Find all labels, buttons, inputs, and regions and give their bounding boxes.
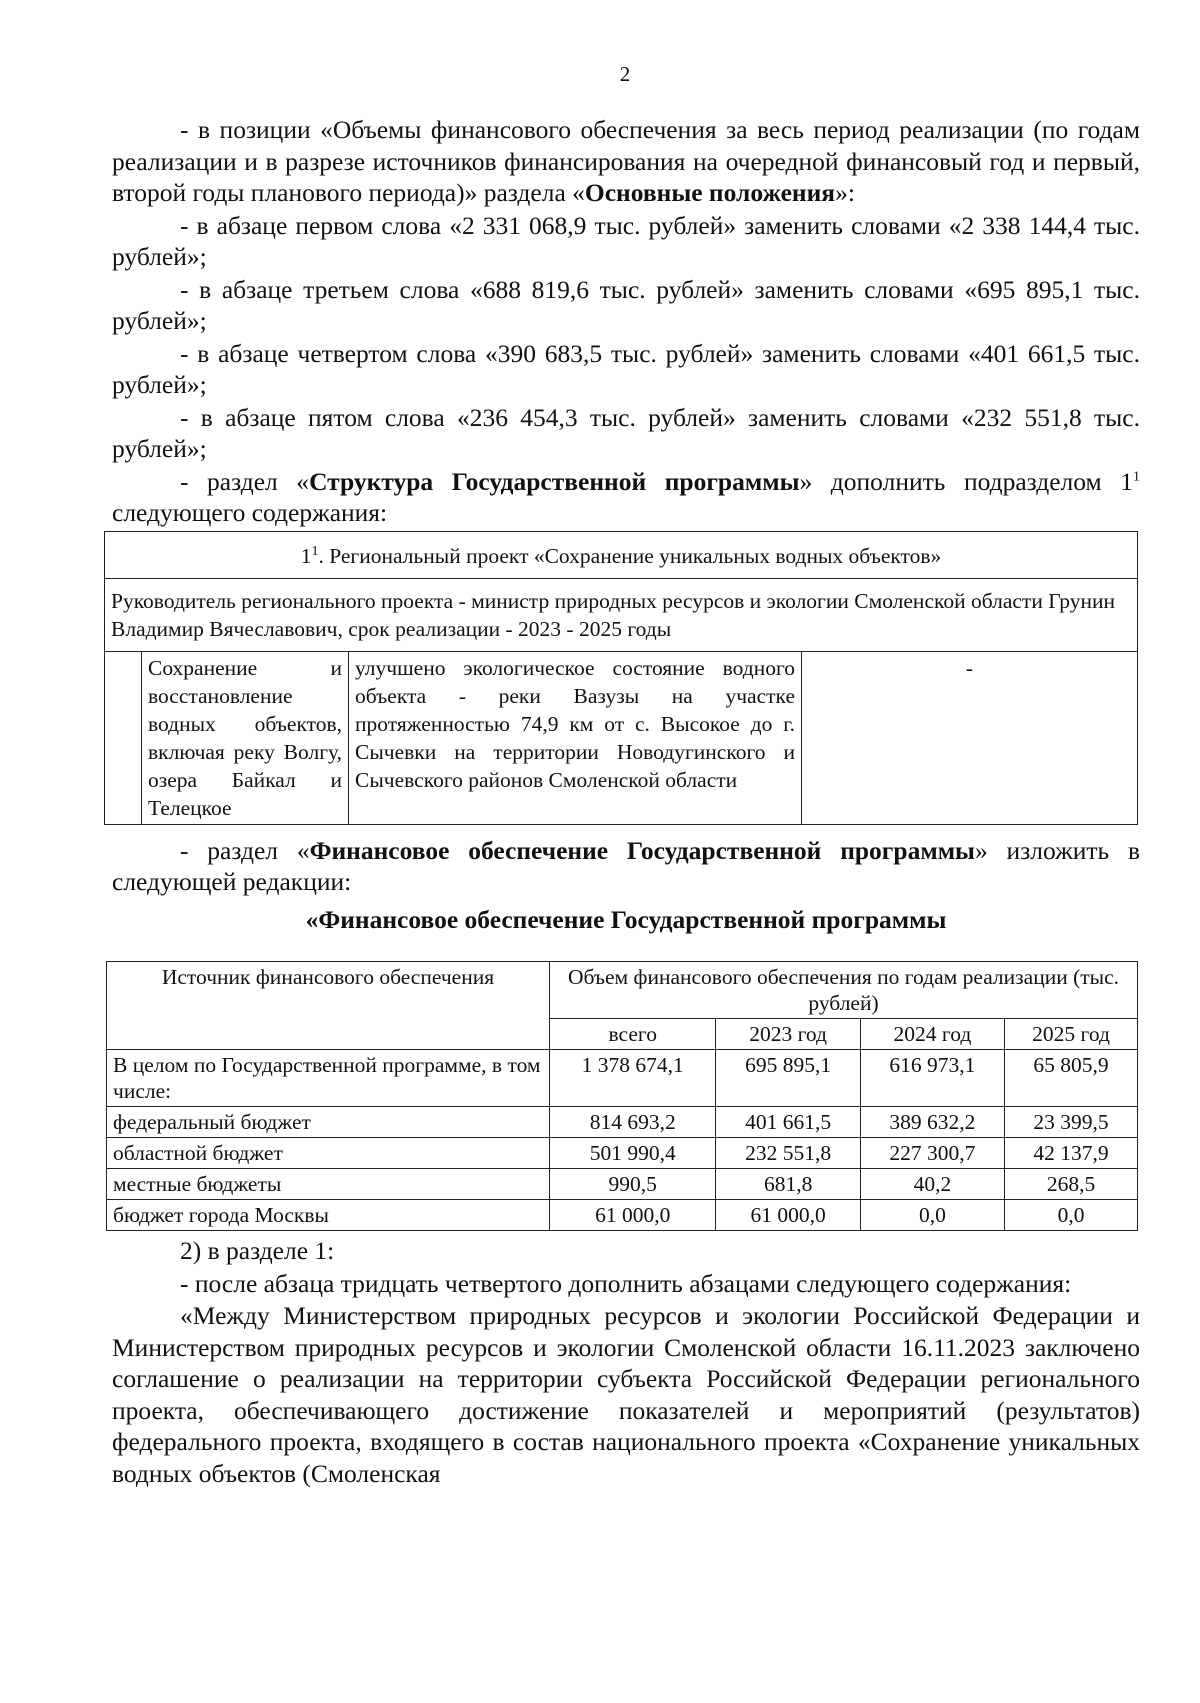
document-body — [112, 114, 1140, 1489]
finance-cell: 268,5 — [1005, 1169, 1138, 1200]
bold-run: Структура Государственной программы — [309, 466, 800, 496]
paragraph-abzac-1: - в абзаце первом слова «2 331 068,9 тыс. рублей» заменить словами «2 338 144,4 тыс. рублей»; — [112, 210, 1140, 271]
project-table-cell-empty — [105, 651, 142, 824]
finance-year-header: 2025 год — [1005, 1019, 1138, 1050]
project-table-lead: Руководитель регионального проекта - министр природных ресурсов и экологии Смоленской области Грунин Владимир Вячеславович, срок реализации - 2023 - 2025 годы — [105, 578, 1138, 651]
superscript: 1 — [1133, 469, 1140, 484]
paragraph-abzac-3: - в абзаце третьем слова «688 819,6 тыс. рублей» заменить словами «695 895,1 тыс. рублей»; — [112, 274, 1140, 335]
text-run: » дополнить подразделом 1 — [799, 466, 1133, 496]
text-run: - раздел « — [180, 466, 310, 496]
finance-cell: 61 000,0 — [716, 1200, 860, 1231]
finance-cell: 0,0 — [860, 1200, 1004, 1231]
paragraph-abzac-4: - в абзаце четвертом слова «390 683,5 тыс. рублей» заменить словами «401 661,5 тыс. рублей»; — [112, 338, 1140, 399]
project-table-cell-link: - — [802, 651, 1138, 824]
bold-run: Финансовое обеспечение Государственной программы — [309, 835, 975, 865]
finance-cell: 0,0 — [1005, 1200, 1138, 1231]
text-run: » изложить в следующей редакции: — [112, 835, 1141, 896]
finance-cell: 814 693,2 — [550, 1107, 716, 1138]
project-table — [104, 531, 1138, 825]
finance-cell: 23 399,5 — [1005, 1107, 1138, 1138]
finance-year-header: 2024 год — [860, 1019, 1004, 1050]
project-table-header — [105, 531, 1138, 578]
finance-table — [106, 961, 1138, 1231]
finance-cell: 232 551,8 — [716, 1138, 860, 1169]
superscript: 1 — [311, 543, 319, 559]
finance-cell: 42 137,9 — [1005, 1138, 1138, 1169]
paragraph-structure — [112, 466, 1140, 529]
paragraph-section-1: 2) в разделе 1: — [180, 1236, 335, 1265]
table-row — [107, 1050, 1138, 1107]
finance-col-source: Источник финансового обеспечения — [107, 962, 550, 1050]
finance-cell: 401 661,5 — [716, 1107, 860, 1138]
finance-cell: 227 300,7 — [860, 1138, 1004, 1169]
table-row — [107, 1138, 1138, 1169]
finance-cell: 616 973,1 — [860, 1050, 1004, 1107]
project-table-cell-task: Сохранение и восстановление водных объектов, включая реку Волгу, озера Байкал и Телецкое — [142, 651, 349, 824]
table-row — [107, 1107, 1138, 1138]
text-run: »: — [835, 178, 855, 207]
finance-cell: 40,2 — [860, 1169, 1004, 1200]
text-run: - раздел « — [180, 835, 310, 865]
finance-cell: 61 000,0 — [550, 1200, 716, 1231]
table-row — [107, 1169, 1138, 1200]
finance-row-name: В целом по Государственной программе, в том числе: — [107, 1050, 550, 1107]
text-run: - в позиции «Объемы финансового обеспечения за весь период реализации (по годам реализации и в разрезе источников финансирования на очередной финансовый год и первый, второй годы планового периода)» раздела « — [112, 115, 1140, 207]
finance-cell: 681,8 — [716, 1169, 860, 1200]
finance-cell: 695 895,1 — [716, 1050, 860, 1107]
project-table-cell-result: улучшено экологическое состояние водного объекта - реки Вазузы на участке протяженностью 74,9 км от с. Высокое до г. Сычевки на территории Новодугинского и Сычевского районов Смоленской области — [349, 651, 802, 824]
paragraph-position — [112, 114, 1140, 209]
finance-row-name: местные бюджеты — [107, 1169, 550, 1200]
paragraph-after-abzac: - после абзаца тридцать четвертого дополнить абзацами следующего содержания: — [180, 1268, 1072, 1298]
paragraph-abzac-5: - в абзаце пятом слова «236 454,3 тыс. рублей» заменить словами «232 551,8 тыс. рублей»; — [112, 402, 1140, 463]
text-run: 1 — [300, 543, 312, 568]
finance-row-name: бюджет города Москвы — [107, 1200, 550, 1231]
finance-year-header: всего — [550, 1019, 716, 1050]
bold-run: Основные положения — [584, 178, 836, 207]
finance-col-volume: Объем финансового обеспечения по годам реализации (тыс. рублей) — [550, 962, 1138, 1019]
finance-cell: 501 990,4 — [550, 1138, 716, 1169]
finance-row-name: федеральный бюджет — [107, 1107, 550, 1138]
table-row — [107, 1200, 1138, 1231]
finance-year-header: 2023 год — [716, 1019, 860, 1050]
finance-title: «Финансовое обеспечение Государственной программы — [305, 904, 947, 934]
text-run: . Региональный проект «Сохранение уникальных водных объектов» — [318, 543, 942, 568]
finance-cell: 1 378 674,1 — [550, 1050, 716, 1107]
finance-cell: 65 805,9 — [1005, 1050, 1138, 1107]
finance-cell: 389 632,2 — [860, 1107, 1004, 1138]
finance-cell: 990,5 — [550, 1169, 716, 1200]
page-number: 2 — [619, 62, 631, 86]
finance-row-name: областной бюджет — [107, 1138, 550, 1169]
paragraph-finance — [112, 835, 1140, 898]
paragraph-agreement: «Между Министерством природных ресурсов и экологии Российской Федерации и Министерством природных ресурсов и экологии Смоленской области 16.11.2023 заключено соглашение о реализации на территории субъекта Российской Федерации регионального проекта, обеспечивающего достижение показателей и мероприятий (результатов) федерального проекта, входящего в состав национального проекта «Сохранение уникальных водных объектов (Смоленская — [112, 1301, 1140, 1488]
text-run: следующего содержания: — [112, 498, 388, 527]
